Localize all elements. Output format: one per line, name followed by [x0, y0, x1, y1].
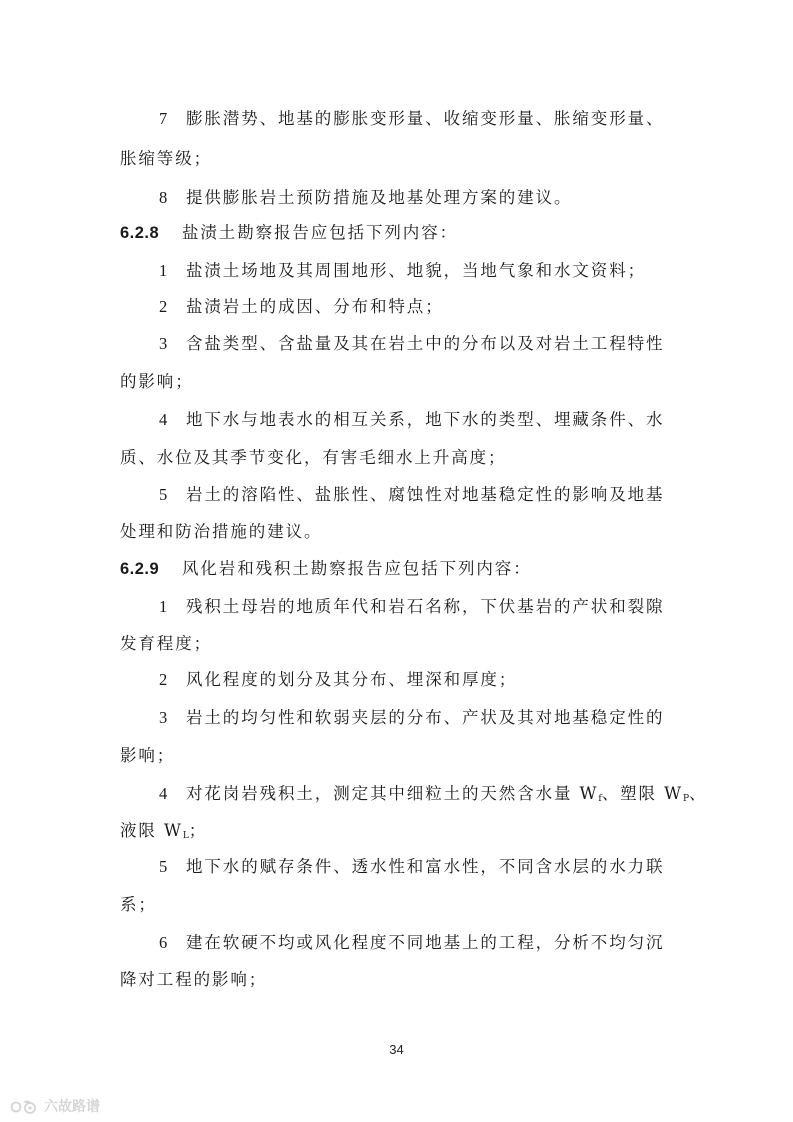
list-item: 6 建在软硬不均或风化程度不同地基上的工程，分析不均匀沉 [159, 933, 665, 952]
list-item-continuation: 发育程度； [120, 634, 212, 653]
list-item: 7 膨胀潜势、地基的膨胀变形量、收缩变形量、胀缩变形量、 [159, 109, 665, 128]
list-item: 3 岩土的均匀性和软弱夹层的分布、产状及其对地基稳定性的 [159, 708, 665, 727]
logo-icon [10, 1097, 40, 1115]
list-item-continuation: 的影响； [120, 372, 194, 391]
list-item: 1 盐渍土场地及其周围地形、地貌，当地气象和水文资料； [159, 261, 646, 280]
list-item-continuation: 胀缩等级； [120, 149, 212, 168]
watermark [10, 1096, 100, 1116]
list-item: 4 地下水与地表水的相互关系，地下水的类型、埋藏条件、水 [159, 410, 665, 429]
list-item-continuation: 系； [120, 895, 157, 914]
list-item: 1 残积土母岩的地质年代和岩石名称，下伏基岩的产状和裂隙 [159, 597, 665, 616]
list-item-continuation: 液限 $W_L$； [120, 821, 208, 841]
section-number: 6.2.9 [120, 560, 160, 578]
list-item: 4 对花岗岩残积土，测定其中细粒土的天然含水量 $W_f$、塑限 $W_P$、 [159, 784, 708, 804]
list-item: 5 地下水的赋存条件、透水性和富水性，不同含水层的水力联 [159, 857, 665, 876]
section-heading: 6.2.8 盐渍土勘察报告应包括下列内容： [120, 223, 458, 242]
section-number: 6.2.8 [120, 224, 160, 242]
list-item-continuation: 降对工程的影响； [120, 970, 268, 989]
list-item-continuation: 影响； [120, 746, 176, 765]
list-item: 2 盐渍岩土的成因、分布和特点； [159, 297, 444, 316]
watermark-text: 六故路谱 [44, 1099, 100, 1115]
list-item-continuation: 质、水位及其季节变化，有害毛细水上升高度； [120, 448, 507, 467]
list-item: 5 岩土的溶陷性、盐胀性、腐蚀性对地基稳定性的影响及地基 [159, 485, 665, 504]
list-item: 8 提供膨胀岩土预防措施及地基处理方案的建议。 [159, 188, 573, 207]
list-item-continuation: 处理和防治措施的建议。 [120, 522, 323, 541]
list-item: 3 含盐类型、含盐量及其在岩土中的分布以及对岩土工程特性 [159, 334, 665, 353]
section-heading: 6.2.9 风化岩和残积土勘察报告应包括下列内容： [120, 559, 532, 578]
page-number: 34 [389, 1042, 404, 1057]
list-item: 2 风化程度的划分及其分布、埋深和厚度； [159, 670, 518, 689]
